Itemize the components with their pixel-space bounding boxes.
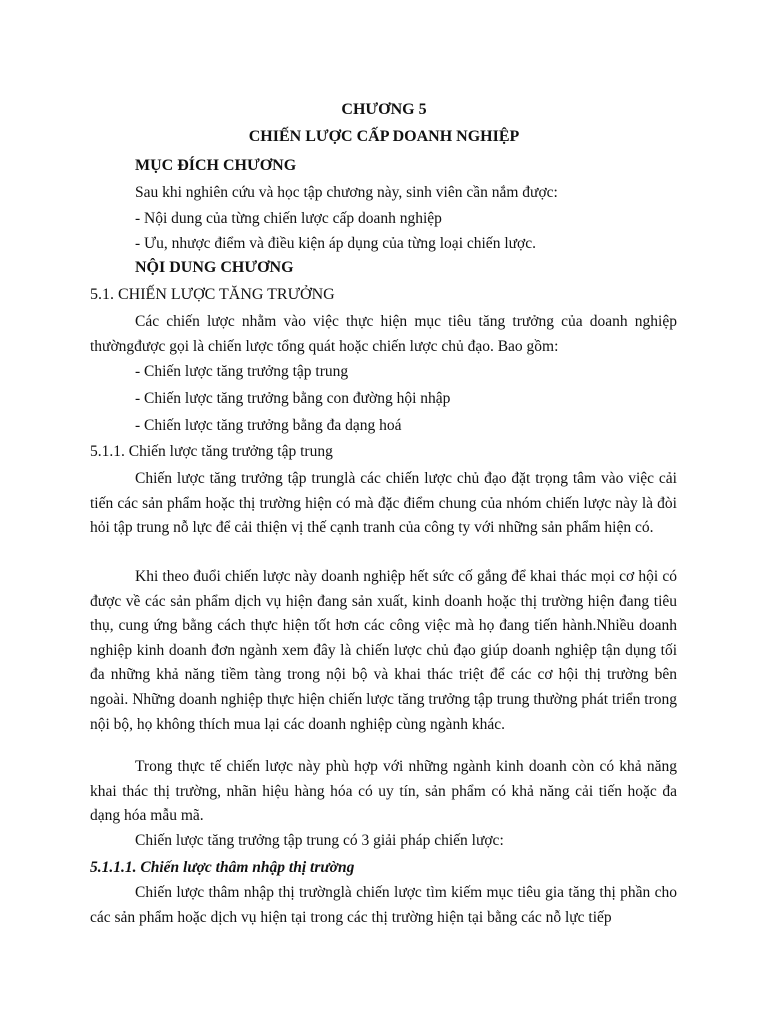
paragraph: Chiến lược tăng trưởng tập trung có 3 giải pháp chiến lược:	[135, 832, 504, 849]
list-item: - Chiến lược tăng trưởng bằng con đường hội nhập	[135, 390, 451, 407]
purpose-heading: MỤC ĐÍCH CHƯƠNG	[135, 157, 297, 174]
section-heading-5-1: 5.1. CHIẾN LƯỢC TĂNG TRƯỞNG	[90, 286, 335, 303]
section-heading-5-1-1: 5.1.1. Chiến lược tăng trưởng tập trung	[90, 443, 333, 460]
section-heading-5-1-1-1: 5.1.1.1. Chiến lược thâm nhập thị trường	[90, 859, 355, 876]
chapter-title: CHIẾN LƯỢC CẤP DOANH NGHIỆP	[248, 128, 520, 145]
list-item: - Chiến lược tăng trưởng bằng đa dạng hoá	[135, 417, 402, 434]
list-item: - Chiến lược tăng trưởng tập trung	[135, 363, 349, 380]
section-5-1-intro: Các chiến lược nhằm vào việc thực hiện mục tiêu tăng trưởng của doanh nghiệp thườngđược gọi là chiến lược tổng quát hoặc chiến lược chủ đạo. Bao gồm:	[90, 313, 677, 355]
chapter-number: CHƯƠNG 5	[341, 101, 427, 118]
paragraph: Trong thực tế chiến lược này phù hợp với những ngành kinh doanh còn có khả năng khai thác thị trường, nhãn hiệu hàng hóa có uy tín, sản phẩm có khả năng cải tiến hoặc đa dạng hóa mẫu mã.	[90, 758, 677, 825]
purpose-item: - Ưu, nhược điểm và điều kiện áp dụng của từng loại chiến lược.	[135, 235, 536, 252]
paragraph: Chiến lược thâm nhập thị trườnglà chiến lược tìm kiếm mục tiêu gia tăng thị phần cho các sản phẩm hoặc dịch vụ hiện tại trong các thị trường hiện tại bằng các nỗ lực tiếp	[90, 884, 677, 926]
paragraph: Khi theo đuổi chiến lược này doanh nghiệp hết sức cố gắng để khai thác mọi cơ hội có được về các sản phẩm dịch vụ hiện đang sản xuất, kinh doanh hoặc thị trường hiện đang tiêu thụ, cung ứng bằng cách thực hiện tốt hơn các công việc mà họ đang tiến hành.Nhiều doanh nghiệp kinh doanh đơn ngành xem đây là chiến lược chủ đạo giúp doanh nghiệp tận dụng tối đa những khả năng tiềm tàng trong nội bộ và khai thác triệt để các cơ hội thị trường bên ngoài. Những doanh nghiệp thực hiện chiến lược tăng trưởng tập trung thường phát triển trong nội bộ, họ không thích mua lại các doanh nghiệp cùng ngành khác.	[90, 568, 677, 733]
content-heading: NỘI DUNG CHƯƠNG	[135, 259, 294, 276]
paragraph: Chiến lược tăng trưởng tập trunglà các chiến lược chủ đạo đặt trọng tâm vào việc cải tiến các sản phẩm hoặc thị trường hiện có mà đặc điểm chung của nhóm chiến lược này là đòi hỏi tập trung nỗ lực để cải thiện vị thế cạnh tranh của công ty với những sản phẩm hiện có.	[90, 470, 677, 537]
purpose-intro: Sau khi nghiên cứu và học tập chương này, sinh viên cần nắm được:	[135, 184, 558, 201]
purpose-item: - Nội dung của từng chiến lược cấp doanh nghiệp	[135, 210, 442, 227]
